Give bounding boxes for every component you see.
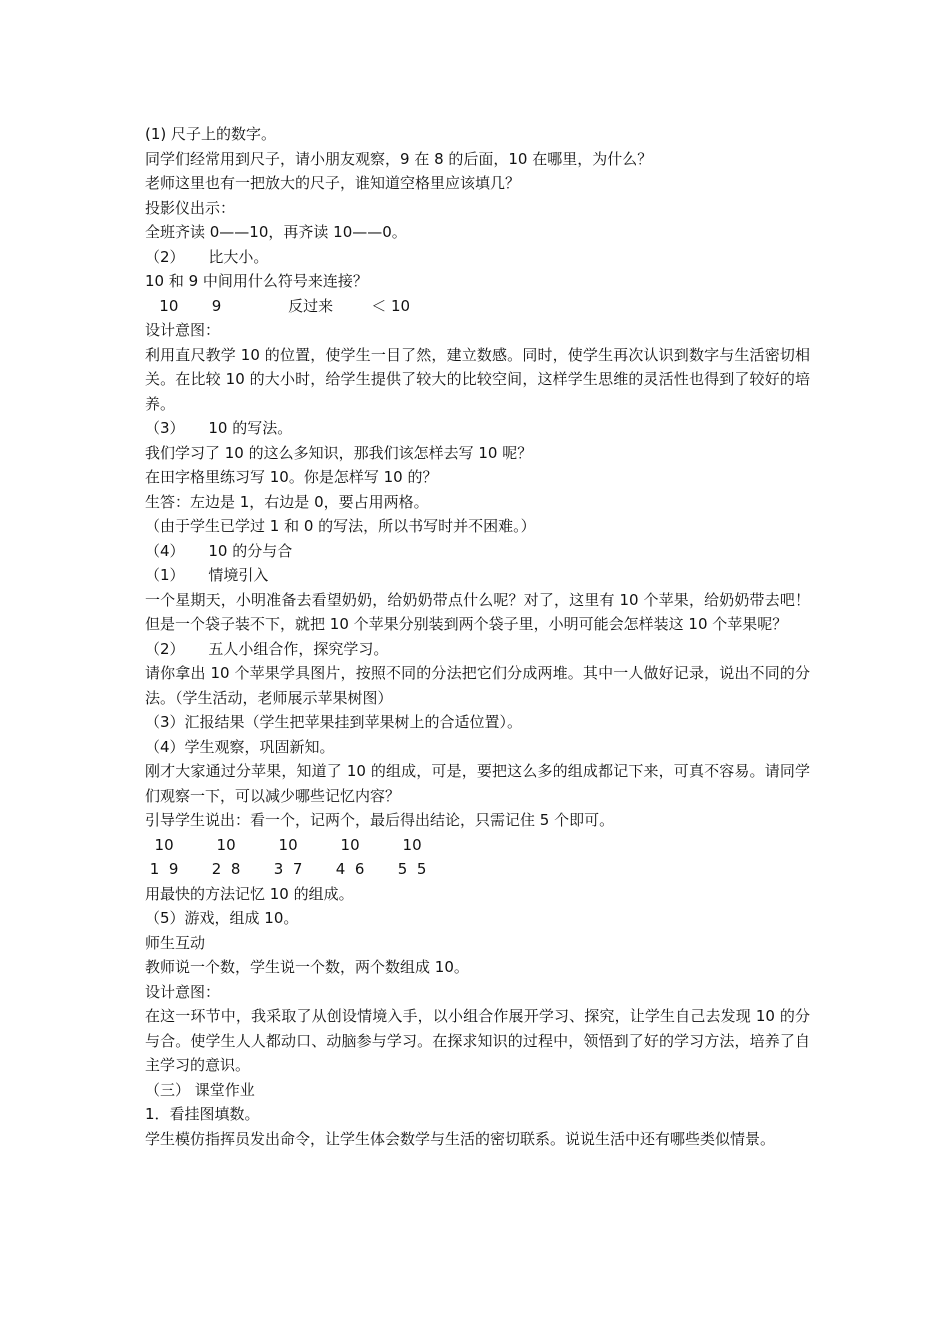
decomposition-totals-row: 10 10 10 10 10 bbox=[145, 835, 422, 854]
paragraph-memory-reduction: 刚才大家通过分苹果，知道了 10 的组成，可是，要把这么多的组成都记下来，可真不容易。请同学们观察一下，可以减少哪些记忆内容？ bbox=[145, 762, 810, 805]
paragraph-fast-memory: 用最快的方法记忆 10 的组成。 bbox=[145, 884, 354, 903]
paragraph-ruler-question: 同学们经常用到尺子，请小朋友观察，9 在 8 的后面，10 在哪里，为什么？ bbox=[145, 149, 653, 168]
paragraph-game: （5）游戏，组成 10。 bbox=[145, 909, 299, 927]
section-heading-homework: （三） 课堂作业 bbox=[145, 1080, 255, 1099]
section-heading-compare: （2） 比大小。 bbox=[145, 247, 269, 266]
subsection-heading-group-work: （2） 五人小组合作，探究学习。 bbox=[145, 639, 389, 658]
paragraph-grid-practice: 在田字格里练习写 10。你是怎样写 10 的？ bbox=[145, 468, 438, 486]
decomposition-pairs-row: 1 9 2 8 3 7 4 6 5 5 bbox=[145, 860, 427, 878]
paragraph-fill-numbers: 1．看挂图填数。 bbox=[145, 1105, 260, 1123]
paragraph-read-aloud: 全班齐读 0——10，再齐读 10——0。 bbox=[145, 223, 407, 241]
design-intent-label-2: 设计意图： bbox=[145, 982, 221, 1001]
paragraph-observe: （4）学生观察，巩固新知。 bbox=[145, 737, 335, 756]
paragraph-number-game: 教师说一个数，学生说一个数，两个数组成 10。 bbox=[145, 958, 469, 976]
section-heading-ruler-numbers: (1) 尺子上的数字。 bbox=[145, 125, 277, 143]
paragraph-writing-note: （由于学生已学过 1 和 0 的写法，所以书写时并不困难。） bbox=[145, 517, 536, 535]
paragraph-enlarged-ruler: 老师这里也有一把放大的尺子，谁知道空格里应该填几？ bbox=[145, 174, 521, 192]
paragraph-projector: 投影仪出示： bbox=[145, 198, 236, 217]
comparison-row: 10 9 反过来 ＜ 10 bbox=[145, 296, 411, 315]
paragraph-symbol-question: 10 和 9 中间用什么符号来连接？ bbox=[145, 272, 368, 290]
document-body bbox=[145, 122, 810, 1151]
section-heading-decomposition: （4） 10 的分与合 bbox=[145, 541, 293, 560]
paragraph-commander: 学生模仿指挥员发出命令，让学生体会数学与生活的密切联系。说说生活中还有哪些类似情景。 bbox=[145, 1129, 776, 1148]
section-heading-writing: （3） 10 的写法。 bbox=[145, 419, 293, 437]
paragraph-apple-story: 一个星期天，小明准备去看望奶奶，给奶奶带点什么呢？对了，这里有 10 个苹果，给奶奶带去吧！但是一个袋子装不下，就把 10 个苹果分别装到两个袋子里，小明可能会怎样装这 10 个苹果呢？ bbox=[145, 590, 810, 633]
subsection-heading-scenario: （1） 情境引入 bbox=[145, 566, 269, 584]
paragraph-guide-conclusion: 引导学生说出：看一个，记两个，最后得出结论，只需记住 5 个即可。 bbox=[145, 811, 615, 829]
paragraph-apple-activity: 请你拿出 10 个苹果学具图片，按照不同的分法把它们分成两堆。其中一人做好记录，说出不同的分法。（学生活动，老师展示苹果树图） bbox=[145, 664, 810, 707]
paragraph-report-results: （3）汇报结果（学生把苹果挂到苹果树上的合适位置）。 bbox=[145, 713, 523, 731]
design-intent-label: 设计意图： bbox=[145, 321, 221, 339]
paragraph-interaction: 师生互动 bbox=[145, 933, 206, 952]
paragraph-how-to-write: 我们学习了 10 的这么多知识，那我们该怎样去写 10 呢？ bbox=[145, 443, 533, 462]
paragraph-design-intent-ruler: 利用直尺教学 10 的位置，使学生一目了然，建立数感。同时，使学生再次认识到数字与生活密切相关。在比较 10 的大小时，给学生提供了较大的比较空间，这样学生思维的灵活性也得到了较好的培养。 bbox=[145, 345, 810, 413]
paragraph-student-answer: 生答：左边是 1，右边是 0，要占用两格。 bbox=[145, 492, 429, 511]
paragraph-design-intent-group: 在这一环节中，我采取了从创设情境入手，以小组合作展开学习、探究，让学生自己去发现 10 的分与合。使学生人人都动口、动脑参与学习。在探求知识的过程中，领悟到了好的学习方法，培养了自主学习的意识。 bbox=[145, 1007, 810, 1074]
